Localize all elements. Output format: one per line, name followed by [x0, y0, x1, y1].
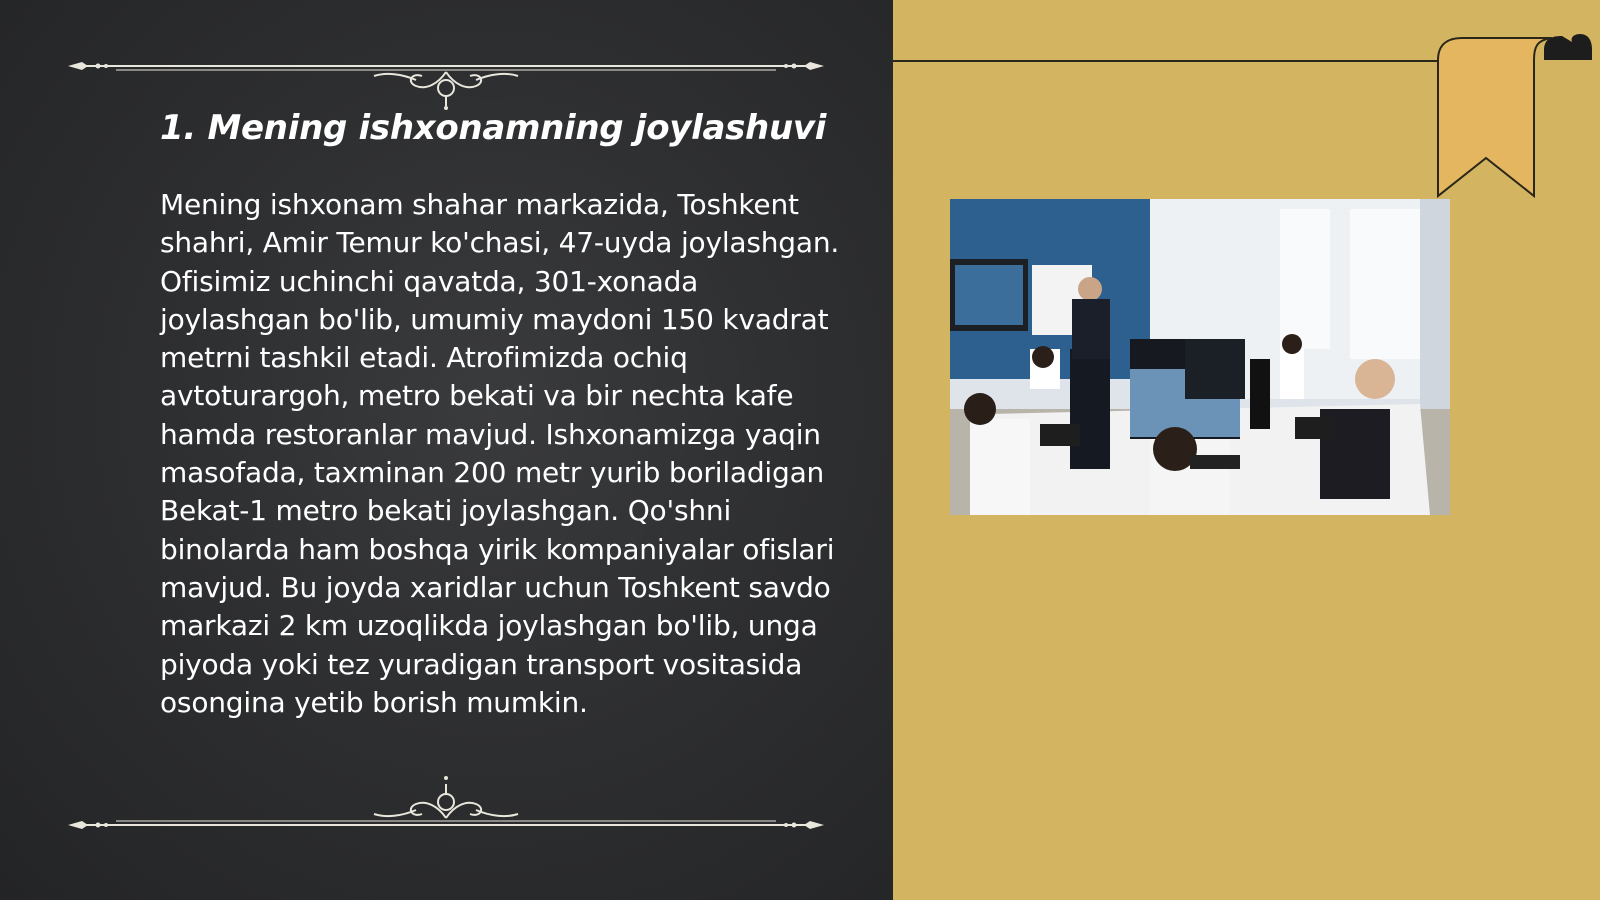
slide-title: 1. Mening ishxonamning joylashuvi	[160, 108, 827, 148]
bottom-ornament-divider	[66, 770, 826, 830]
bookmark-ribbon-icon	[1432, 30, 1592, 200]
classroom-photo	[950, 199, 1450, 515]
top-ornament-divider	[66, 50, 826, 110]
slide-body-text: Mening ishxonam shahar markazida, Toshkent shahri, Amir Temur ko'chasi, 47-uyda joylashgan. Ofisimiz uchinchi qavatda, 301-xonada joylashgan bo'lib, umumiy maydoni 150 kvadrat metrni tashkil etadi. Atrofimizda ochiq avtoturargoh, metro bekati va bir nechta kafe hamda restoranlar mavjud. Ishxonamizga yaqin masofada, taxminan 200 metr yurib boriladigan Bekat-1 metro bekati joylashgan. Qo'shni binolarda ham boshqa yirik kompaniyalar ofislari mavjud. Bu joyda xaridlar uchun Toshkent savdo markazi 2 km uzoqlikda joylashgan bo'lib, unga piyoda yoki tez yuradigan transport vositasida osongina yetib borish mumkin.	[160, 188, 840, 719]
horizontal-rule	[893, 60, 1453, 62]
